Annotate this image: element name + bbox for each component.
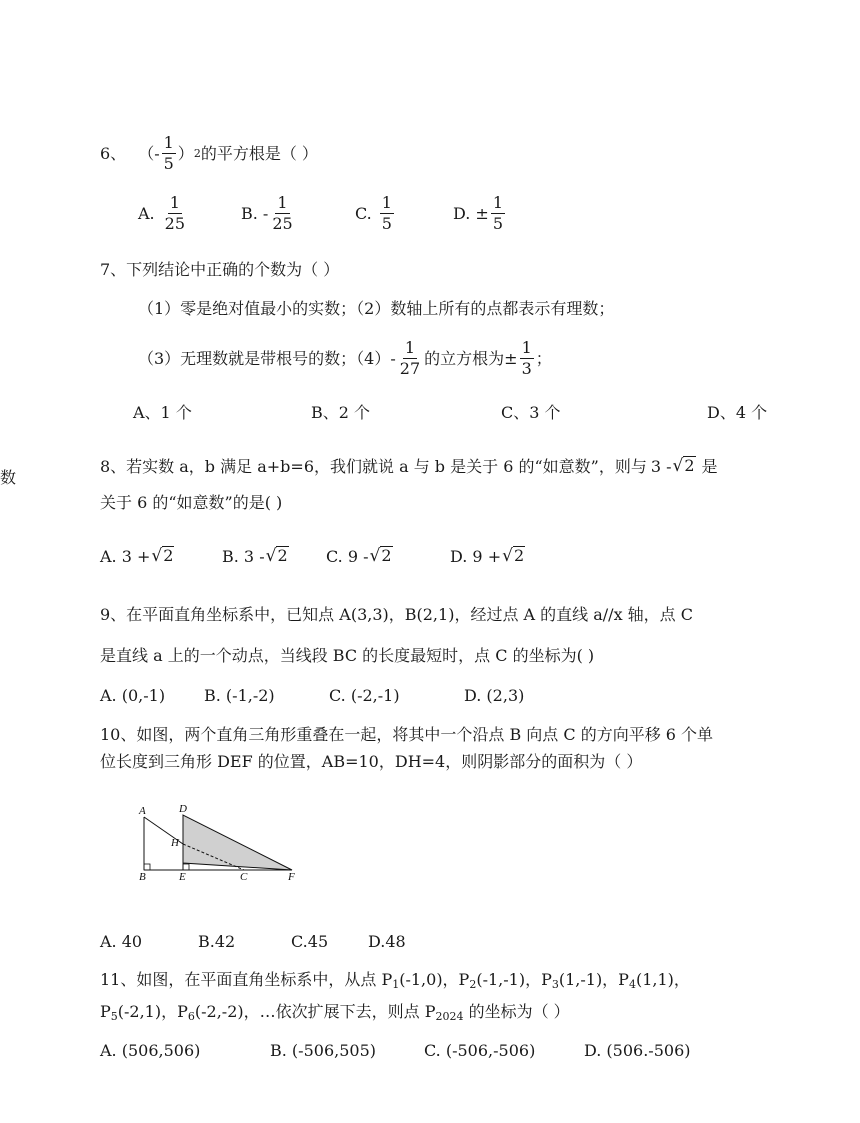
fraction: $\frac{1}{5}$ [381,193,392,233]
question-11-options [100,1043,690,1059]
question-10-line-1: 10、如图，两个直角三角形重叠在一起，将其中一个沿点 B 向点 C 的方向平移 6 个单 [100,725,714,744]
right-angle-e [183,864,189,870]
square-root: √ 2 [672,455,695,476]
label-c: C [240,871,248,880]
option-b[interactable]: B. 3 - √ 2 [222,545,288,566]
option-d[interactable]: D.48 [368,932,406,951]
fraction: $\frac{1}{5}$ [163,133,174,173]
option-d[interactable]: D. (506.-506) [584,1041,691,1060]
fraction: $\frac{1}{25}$ [164,193,185,233]
question-8-line-1: 8、若实数 a，b 满足 a+b=6，我们就说 a 与 b 是关于 6 的“如意数”，则与 3 - √ 2 是 [100,455,718,476]
option-b[interactable]: B. (-1,-2) [204,686,275,705]
square-root: √ 2 [369,545,392,566]
option-b[interactable]: B. (-506,505) [270,1041,376,1060]
option-d[interactable]: D. ± $\frac{1}{5}$ [453,193,504,233]
question-6-stem: 6、 （- $\frac{1}{5}$ ） 2 的平方根是（ ） [100,133,318,173]
square-root: √ 2 [502,545,525,566]
option-b[interactable]: B.42 [198,932,236,951]
question-6-options [138,195,507,232]
option-c[interactable]: C. (-506,-506) [424,1041,536,1060]
question-7-options [133,405,767,421]
label-d: D [179,803,187,815]
option-c[interactable]: C、3 个 [501,403,561,422]
option-a[interactable]: A. (506,506) [100,1041,201,1060]
option-a[interactable]: A. 3 + √ 2 [100,545,174,566]
option-c[interactable]: C. 9 - √ 2 [326,545,392,566]
option-d[interactable]: D. (2,3) [464,686,525,705]
option-b[interactable]: B. - $\frac{1}{25}$ [241,193,293,233]
question-10-options [100,934,406,950]
right-angle-b [144,864,150,870]
fraction: $\frac{1}{3}$ [521,338,532,378]
question-number: 6、 [100,143,127,163]
margin-note: 数 [0,468,17,487]
label-a: A [139,805,146,817]
question-11-line-2: $P_5(-2,1)$，$P_6(-2,-2)$，…依次扩展下去，则点 $P_{2024}$ 的坐标为（ ） [100,1002,570,1023]
question-8-options [100,546,525,565]
fraction: $\frac{1}{5}$ [492,193,504,233]
question-10-line-2: 位长度到三角形 DEF 的位置，AB=10，DH=4，则阴影部分的面积为（ ） [100,752,643,771]
fraction: $\frac{1}{27}$ [399,338,421,378]
option-c[interactable]: C.45 [291,932,329,951]
option-a[interactable]: A. 40 [100,932,143,951]
question-8-line-2: 关于 6 的“如意数”的是( ) [100,493,283,512]
option-c[interactable]: C. (-2,-1) [329,686,400,705]
question-7-statement-line-1: （1）零是绝对值最小的实数；（2）数轴上所有的点都表示有理数； [138,299,615,318]
question-11-line-1: 11、如图，在平面直角坐标系中，从点 $P_1(-1,0)$，$P_2(-1,-1)$，$P_3(1,-1)$，$P_4(1,1)$， [100,970,690,991]
question-7-stem: 7、下列结论中正确的个数为（ ） [100,260,340,279]
label-e: E [179,871,186,880]
question-7-statement-line-2: （3）无理数就是带根号的数；（4）- $\frac{1}{27}$ 的立方根为± $\frac{1}{3}$ ； [138,338,552,378]
option-c[interactable]: C. $\frac{1}{5}$ [355,193,392,233]
question-9-line-1: 9、在平面直角坐标系中，已知点 A(3,3)，B(2,1)，经过点 A 的直线 a//x 轴，点 C [100,605,694,624]
option-d[interactable]: D. 9 + √ 2 [450,545,525,566]
square-root: √ 2 [151,545,174,566]
option-a[interactable]: A、1 个 [133,403,192,422]
exponent: 2 [193,147,201,160]
option-a[interactable]: A. (0,-1) [100,686,166,705]
label-f: F [288,871,295,880]
triangle-figure [128,800,298,880]
option-b[interactable]: B、2 个 [311,403,371,422]
square-root: √ 2 [265,545,288,566]
option-d[interactable]: D、4 个 [707,403,768,422]
fraction: $\frac{1}{25}$ [272,193,293,233]
option-a[interactable]: A. $\frac{1}{25}$ [138,193,185,233]
label-b: B [139,871,146,880]
question-9-line-2: 是直线 a 上的一个动点，当线段 BC 的长度最短时，点 C 的坐标为( ) [100,646,595,665]
question-9-options [100,688,524,704]
label-h: H [171,837,179,849]
